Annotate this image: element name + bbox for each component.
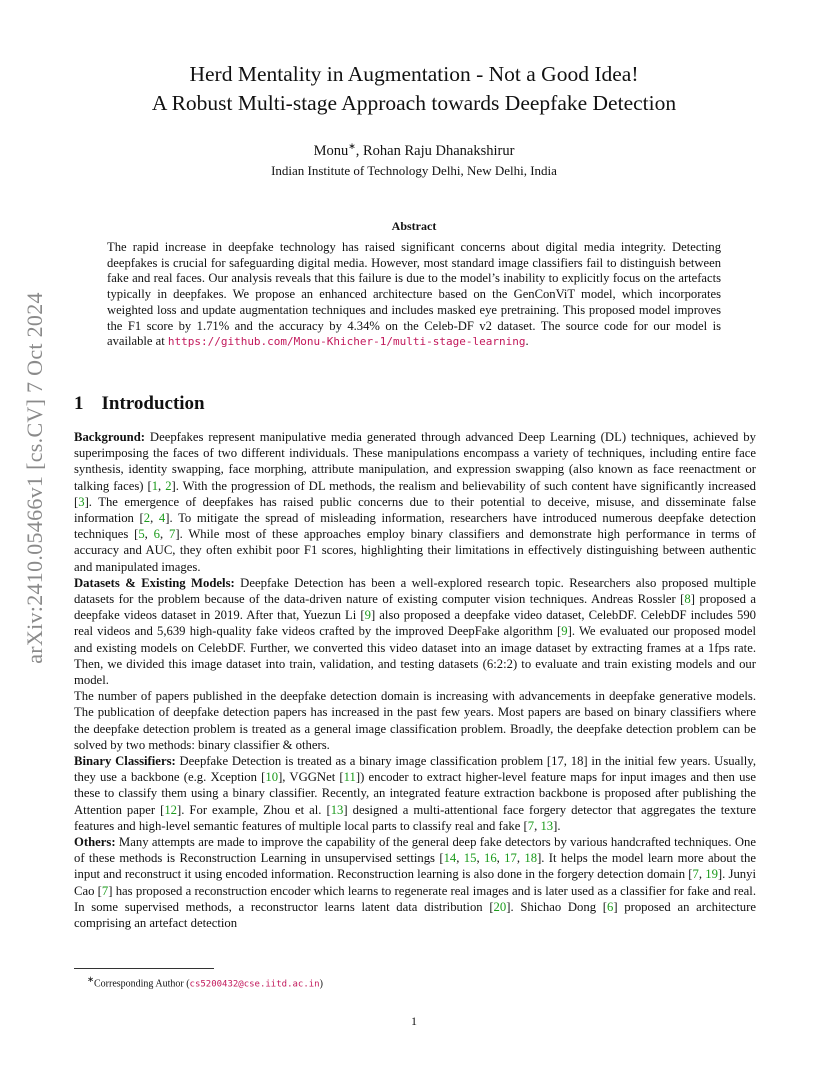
paragraph-text: , bbox=[516, 851, 525, 866]
paragraph-text: , bbox=[456, 851, 464, 866]
paragraph-text: , bbox=[534, 818, 541, 833]
author-names bbox=[100, 136, 728, 161]
citation-link[interactable]: 7 bbox=[101, 883, 109, 898]
citation-link[interactable]: 7 bbox=[169, 527, 176, 542]
author-2: , Rohan Raju Dhanakshirur bbox=[355, 142, 515, 159]
section-heading bbox=[74, 393, 205, 415]
paper-title bbox=[100, 60, 728, 118]
source-code-link[interactable]: https://github.com/Monu-Khicher-1/multi-stage-learning bbox=[167, 335, 526, 349]
introduction-body bbox=[74, 429, 756, 931]
citation-link[interactable]: 2 bbox=[165, 478, 172, 493]
paragraph-trend: The number of papers published in the deepfake detection domain is increasing with advancements in deepfake generative models. The publication of deepfake detection papers has increased in the past few years. Most papers are based on binary classifiers where the deepfake detection problem is treated as a general image classification problem. Broadly, the deepfake detection problem can be solved by two methods: binary classifier & others. bbox=[74, 689, 756, 752]
paragraph-heading: Datasets & Existing Models: bbox=[74, 575, 235, 590]
citation-link[interactable]: 7 bbox=[692, 867, 699, 882]
section-title: Introduction bbox=[101, 393, 205, 414]
paragraph-text: , bbox=[698, 867, 706, 882]
abstract-heading: Abstract bbox=[391, 219, 437, 233]
paragraph-text: , bbox=[158, 478, 166, 493]
paragraph-text: ]. Shichao Dong [ bbox=[506, 899, 607, 914]
paragraph-text: ]. While most of these approaches employ binary classifiers and demonstrate high performance in terms of accuracy and AUC, they often exhibit poor F1 scores, highlighting their limitations in effectively distinguishing between authentic and manipulated images. bbox=[74, 527, 757, 574]
paragraph-text: ]. bbox=[553, 818, 561, 833]
footnote-text: Corresponding Author ( bbox=[93, 978, 190, 990]
paragraph-others bbox=[74, 834, 756, 931]
arxiv-identifier: arXiv:2410.05466v1 [cs.CV] 7 Oct 2024 bbox=[22, 292, 47, 664]
paragraph-text: , bbox=[496, 851, 505, 866]
paragraph-datasets bbox=[74, 575, 756, 688]
paragraph-text: Deepfakes represent manipulative media generated through advanced Deep Learning (DL) techniques, achieved by superimposing the faces of two different individuals. These manipulations encompass a variety of techniques, including entire face synthesis, identity swapping, face morphing, attribute manipulation, and expression swapping (also known as face reenactment or talking faces) [ bbox=[74, 430, 756, 493]
page-number: 1 bbox=[411, 1014, 417, 1028]
citation-link[interactable]: 13 bbox=[330, 802, 344, 817]
citation-link[interactable]: 17 bbox=[504, 851, 517, 866]
author-1: Monu bbox=[313, 142, 349, 159]
citation-link[interactable]: 15 bbox=[463, 851, 477, 866]
paragraph-text: ]. To mitigate the spread of misleading information, researchers have introduced numerous deepfake detection techniques [ bbox=[74, 511, 756, 542]
citation-link[interactable]: 1 bbox=[151, 478, 159, 493]
title-line-2: A Robust Multi-stage Approach towards Deepfake Detection bbox=[151, 91, 677, 115]
paragraph-text: ], VGGNet [ bbox=[278, 770, 344, 785]
footnote-mark: ∗ bbox=[87, 975, 94, 984]
paragraph-text: Many attempts are made to improve the capability of the general deep fake detectors by various handcrafted techniques. One of these methods is Reconstruction Learning in unsupervised settings [ bbox=[74, 835, 756, 866]
citation-link[interactable]: 8 bbox=[684, 592, 691, 607]
paragraph-heading: Binary Classifiers: bbox=[74, 754, 176, 769]
paragraph-text: , bbox=[150, 511, 159, 526]
corresponding-author-mark: ∗ bbox=[348, 141, 356, 151]
paragraph-text: ] has proposed a reconstruction encoder which learns to regenerate real images and is later used as a classifier for fake and real. In some supervised methods, a reconstructor learns latent data distribution [ bbox=[74, 883, 756, 914]
citation-link[interactable]: 5 bbox=[138, 527, 145, 542]
paragraph-text: ] designed a multi-attentional face forgery detector that aggregates the texture features and high-level semantic features of multiple local parts to classify real and fake [ bbox=[74, 802, 756, 833]
paragraph-text: Deepfake Detection has been a well-explored research topic. Researchers also proposed multiple datasets for the problem because of the data-driven nature of existing computer vision techniques. Andreas Rossler [ bbox=[74, 575, 756, 607]
footnote-rule bbox=[74, 968, 214, 969]
abstract-text: The rapid increase in deepfake technology has raised significant concerns about digital media integrity. Detecting deepfakes is crucial for safeguarding digital media. However, most standard image classifiers fail to distinguish between fake and real faces. Our analysis reveals that this failure is due to the model’s inability to explicitly focus on the artefacts typically in deepfakes. We propose an enhanced architecture based on the GenConViT model, which incorporates weighted loss and update augmentation techniques and includes masked eye pretraining. This proposed model improves the F1 score by 1.71% and the accuracy by 4.34% on the Celeb-DF v2 dataset. The source code for our model is available at bbox=[107, 240, 721, 349]
citation-link[interactable]: 6 bbox=[607, 899, 614, 914]
citation-link[interactable]: 20 bbox=[493, 899, 507, 914]
citation-link[interactable]: 10 bbox=[265, 770, 279, 785]
citation-link[interactable]: 7 bbox=[527, 818, 535, 833]
paragraph-text: , bbox=[476, 851, 484, 866]
citation-link[interactable]: 6 bbox=[153, 527, 160, 542]
citation-link[interactable]: 9 bbox=[561, 624, 568, 639]
paragraph-text: , bbox=[144, 527, 154, 542]
citation-link[interactable]: 18 bbox=[524, 851, 538, 866]
abstract-end: . bbox=[525, 334, 529, 349]
citation-link[interactable]: 14 bbox=[443, 851, 457, 866]
citation-link[interactable]: 16 bbox=[483, 851, 497, 866]
paragraph-text: ] proposed an architecture comprising an artefact detection bbox=[74, 899, 756, 931]
affiliation: Indian Institute of Technology Delhi, New Delhi, India bbox=[271, 162, 557, 178]
paragraph-binary-classifiers bbox=[74, 753, 756, 834]
paragraph-text: ]. With the progression of DL methods, the realism and believability of such content have significantly increased [ bbox=[74, 478, 757, 509]
paragraph-heading: Background: bbox=[74, 430, 145, 444]
author-block bbox=[100, 136, 728, 181]
citation-link[interactable]: 19 bbox=[705, 867, 718, 882]
paragraph-text: ]. It helps the model learn more about the input and reconstruct it using encoded information. Reconstruction learning is also done in the forgery detection domain [ bbox=[74, 851, 757, 882]
citation-link[interactable]: 2 bbox=[143, 511, 151, 526]
abstract-body bbox=[107, 240, 721, 350]
paragraph-background bbox=[74, 429, 756, 575]
citation-link[interactable]: 11 bbox=[343, 770, 356, 785]
paragraph-text: , bbox=[160, 527, 169, 542]
footnote bbox=[87, 974, 323, 989]
citation-link[interactable]: 3 bbox=[78, 494, 85, 509]
paragraph-text: ]. The emergence of deepfakes has raised public concerns due to their potential to deceive, misuse, and disseminate false information [ bbox=[74, 494, 756, 526]
paragraph-heading: Others: bbox=[74, 835, 116, 850]
paragraph-text: ]. Junyi Cao [ bbox=[74, 867, 757, 898]
title-line-1: Herd Mentality in Augmentation - Not a Good Idea! bbox=[189, 62, 639, 86]
citation-link[interactable]: 13 bbox=[540, 818, 554, 833]
citation-link[interactable]: 9 bbox=[364, 608, 371, 623]
paragraph-text: ] also proposed a deepfake video dataset, CelebDF. CelebDF includes 590 real videos and 5,639 high-quality fake videos crafted by the improved DeepFake algorithm [ bbox=[74, 608, 757, 639]
paragraph-text: ]. For example, Zhou et al. [ bbox=[177, 802, 331, 817]
citation-link[interactable]: 12 bbox=[164, 802, 178, 817]
paragraph-text: ]. We evaluated our proposed model and existing models on CelebDF. Further, we converted this video dataset into an image dataset by extracting frames at a 1fps rate. Then, we divided this image dataset into train, validation, and testing datasets (6:2:2) to evaluate and train existing models and our model. bbox=[74, 624, 756, 688]
email-link[interactable]: cs5200432@cse.iitd.ac.in bbox=[189, 979, 320, 990]
paragraph-text: ]) encoder to extract higher-level feature maps for input images and then use these to classify them using a binary classifier. Recently, an integrated feature extraction backbone is proposed after publishing the Attention paper [ bbox=[74, 770, 757, 817]
arxiv-sidebar bbox=[10, 0, 60, 1072]
citation-link[interactable]: 4 bbox=[158, 511, 166, 526]
footnote-end: ) bbox=[319, 978, 323, 990]
paragraph-text: Deepfake Detection is treated as a binary image classification problem [17, 18] in the initial few years. Usually, they use a backbone (e.g. Xception [ bbox=[74, 754, 756, 785]
section-number: 1 bbox=[74, 393, 84, 414]
paragraph-text: ] proposed a deepfake videos dataset in 2019. After that, Yuezun Li [ bbox=[74, 592, 756, 623]
